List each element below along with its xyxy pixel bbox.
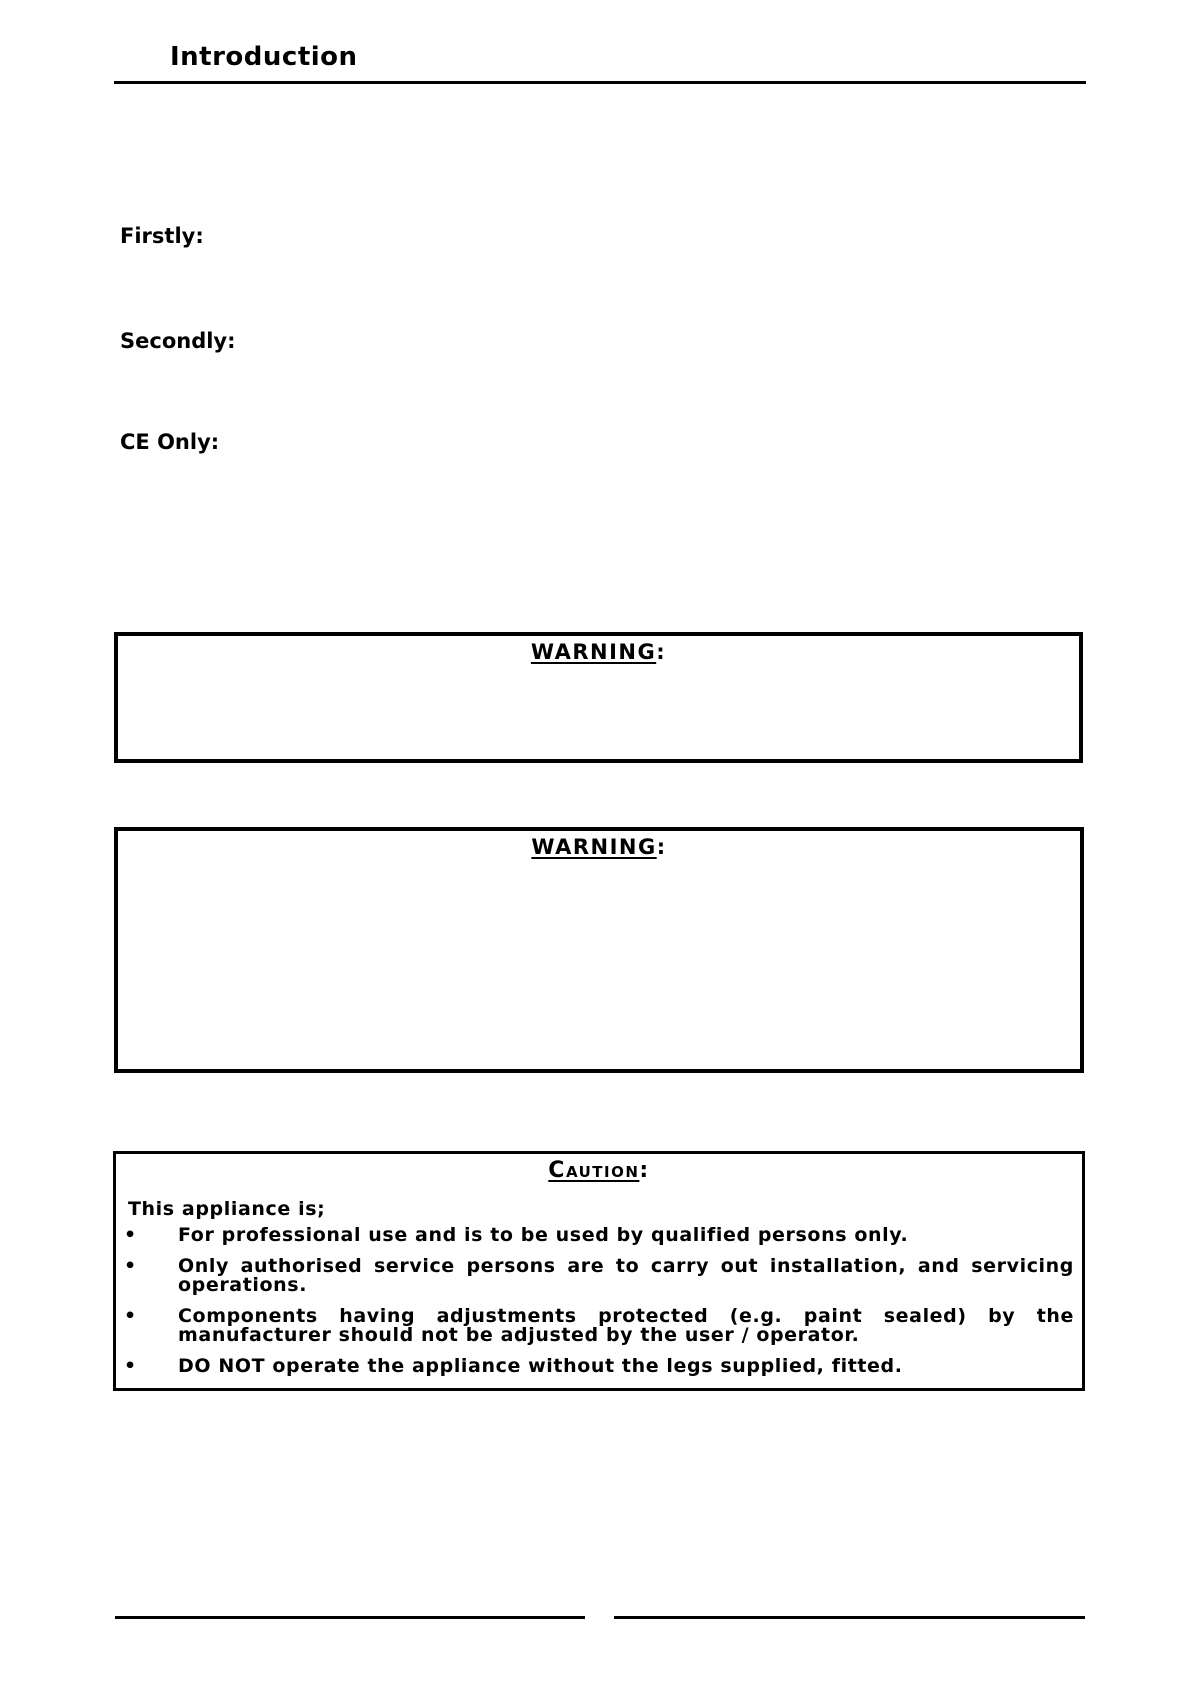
caution-heading: Caution	[548, 1158, 640, 1183]
warning-box-2-colon: :	[656, 835, 667, 859]
warning-box-2	[114, 827, 1084, 1073]
footer-divider-right	[614, 1616, 1085, 1619]
list-item	[116, 1226, 1082, 1245]
list-item	[116, 1357, 1082, 1376]
caution-colon: :	[639, 1158, 650, 1183]
header-divider	[114, 81, 1086, 84]
list-item	[116, 1257, 1082, 1295]
warning-box-1	[114, 632, 1083, 763]
bullet-icon: •	[124, 1305, 137, 1327]
warning-box-1-colon: :	[656, 640, 667, 664]
caution-item-text: DO NOT operate the appliance without the legs supplied, fitted.	[178, 1355, 903, 1377]
caution-box-title	[116, 1158, 1082, 1183]
bullet-icon: •	[124, 1255, 137, 1277]
warning-box-2-heading: WARNING	[531, 835, 657, 859]
caution-item-text: Only authorised service persons are to carry out installation, and servicing operations.	[178, 1255, 1074, 1296]
caution-list	[116, 1226, 1082, 1388]
bullet-icon: •	[124, 1355, 137, 1377]
bullet-icon: •	[124, 1224, 137, 1246]
secondly-label: Secondly:	[120, 329, 236, 353]
caution-item-text: Components having adjustments protected (e.g. paint sealed) by the manufacturer should not be adjusted by the user / operator.	[178, 1305, 1074, 1346]
page-title: Introduction	[170, 42, 358, 72]
firstly-label: Firstly:	[120, 224, 204, 248]
caution-box	[113, 1151, 1085, 1391]
warning-box-2-title	[118, 835, 1080, 859]
ce-only-label: CE Only:	[120, 430, 220, 454]
list-item	[116, 1307, 1082, 1345]
warning-box-1-heading: WARNING	[530, 640, 657, 664]
warning-box-1-title	[118, 640, 1079, 664]
footer-divider-left	[115, 1616, 585, 1619]
caution-item-text: For professional use and is to be used by qualified persons only.	[178, 1224, 909, 1246]
caution-intro: This appliance is;	[128, 1198, 326, 1220]
